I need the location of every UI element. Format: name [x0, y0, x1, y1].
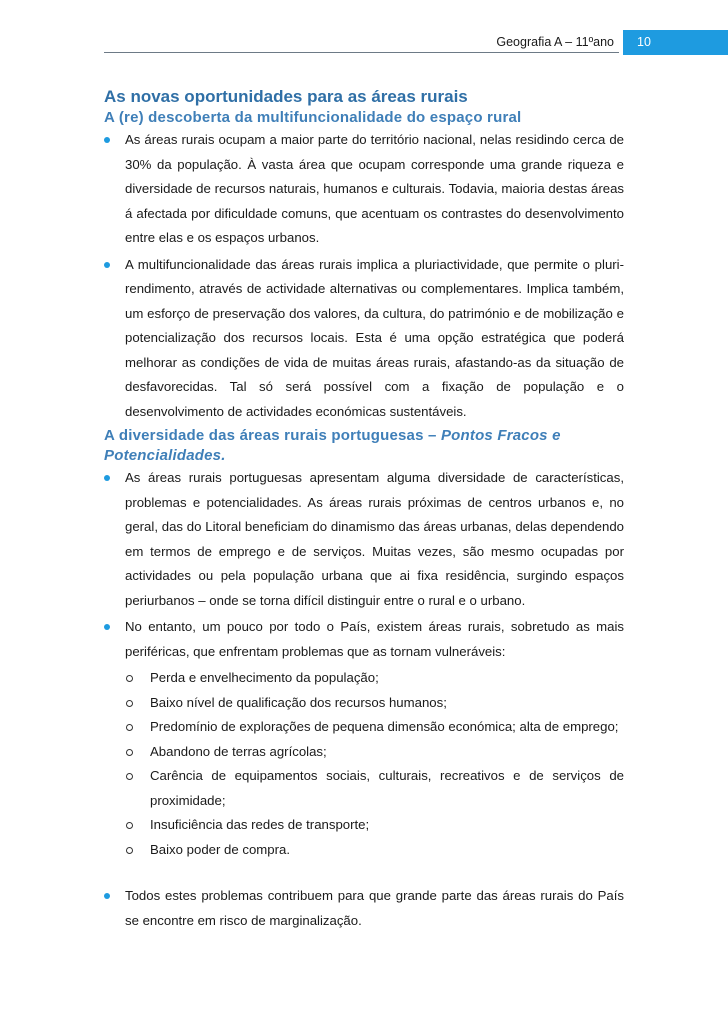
list-item: A multifuncionalidade das áreas rurais implica a pluriactividade, que permite o pluri-rendimento, através de actividade alternativas ou complementares. Implica também, um esforço de preservação dos valores, da cultura, do património e de mobilização e potencialização dos recursos locais. Esta é uma opção estratégica que poderá melhorar as condições de vida de muitas áreas rurais, afastando-as da situação de desfavorecidas. Tal só será possível com a fixação de população e o desenvolvimento de actividades económicas sustentáveis. — [104, 253, 624, 425]
page-title: As novas oportunidades para as áreas rurais — [104, 87, 468, 106]
sub-list-item: Predomínio de explorações de pequena dimensão económica; alta de emprego; — [104, 715, 624, 740]
section-heading-multifuncionalidade: A (re) descoberta da multifuncionalidade do espaço rural — [104, 109, 522, 126]
header-title: Geografia A – 11ºano — [496, 35, 614, 49]
sub-list-item: Baixo nível de qualificação dos recursos humanos; — [104, 691, 624, 716]
bullet-icon — [104, 624, 110, 630]
circle-bullet-icon — [126, 675, 133, 682]
sub-list-item: Baixo poder de compra. — [104, 838, 624, 863]
document-body — [104, 86, 624, 933]
list-item: As áreas rurais ocupam a maior parte do território nacional, nelas residindo cerca de 30% da população. À vasta área que ocupam corresponde uma grande riqueza e diversidade de recursos naturais, humanos e culturais. Todavia, maioria destas áreas á afectada por dificuldade comuns, que acentuam os contrastes do desenvolvimento entre elas e os espaços urbanos. — [104, 128, 624, 251]
section-heading-diversidade: A diversidade das áreas rurais portuguesas – Pontos Fracos e Potencialidades. — [104, 427, 561, 464]
circle-bullet-icon — [126, 700, 133, 707]
circle-bullet-icon — [126, 749, 133, 756]
sub-list-item: Carência de equipamentos sociais, culturais, recreativos e de serviços de proximidade; — [104, 764, 624, 813]
bullet-icon — [104, 475, 110, 481]
sub-list-problems — [104, 666, 624, 862]
list-item: Todos estes problemas contribuem para que grande parte das áreas rurais do País se encontre em risco de marginalização. — [104, 884, 624, 933]
sub-list-item: Perda e envelhecimento da população; — [104, 666, 624, 691]
bullet-list-section2 — [104, 466, 624, 933]
page-number-badge: 10 — [623, 30, 728, 55]
bullet-list-section1 — [104, 128, 624, 424]
circle-bullet-icon — [126, 773, 133, 780]
header-divider — [104, 52, 619, 53]
list-item: As áreas rurais portuguesas apresentam alguma diversidade de características, problemas e potencialidades. As áreas rurais próximas de centros urbanos e, no geral, das do Litoral beneficiam do dinamismo das áreas urbanas, delas dependendo em termos de emprego e de serviços. Muitas vezes, são mesmo ocupadas por actividades ou pela população urbana que ai fixa residência, surgindo espaços periurbanos – onde se torna difícil distinguir entre o rural e o urbano. — [104, 466, 624, 613]
circle-bullet-icon — [126, 724, 133, 731]
bullet-icon — [104, 137, 110, 143]
sub-list-item: Abandono de terras agrícolas; — [104, 740, 624, 765]
bullet-icon — [104, 893, 110, 899]
sub-list-item: Insuficiência das redes de transporte; — [104, 813, 624, 838]
circle-bullet-icon — [126, 822, 133, 829]
bullet-icon — [104, 262, 110, 268]
list-item: No entanto, um pouco por todo o País, existem áreas rurais, sobretudo as mais periféricas, que enfrentam problemas que as tornam vulneráveis: Perda e envelhecimento da população; Baixo nível de qualificação dos recursos humanos; Predomínio de explorações de pequena dimensão económica; alta de emprego; Abandono de terras agrícolas; Carência de equipamentos sociais, culturais, recreativos e de serviços de proximidade; Insuficiência das redes de transporte; Baixo poder de compra. — [104, 615, 624, 862]
circle-bullet-icon — [126, 847, 133, 854]
